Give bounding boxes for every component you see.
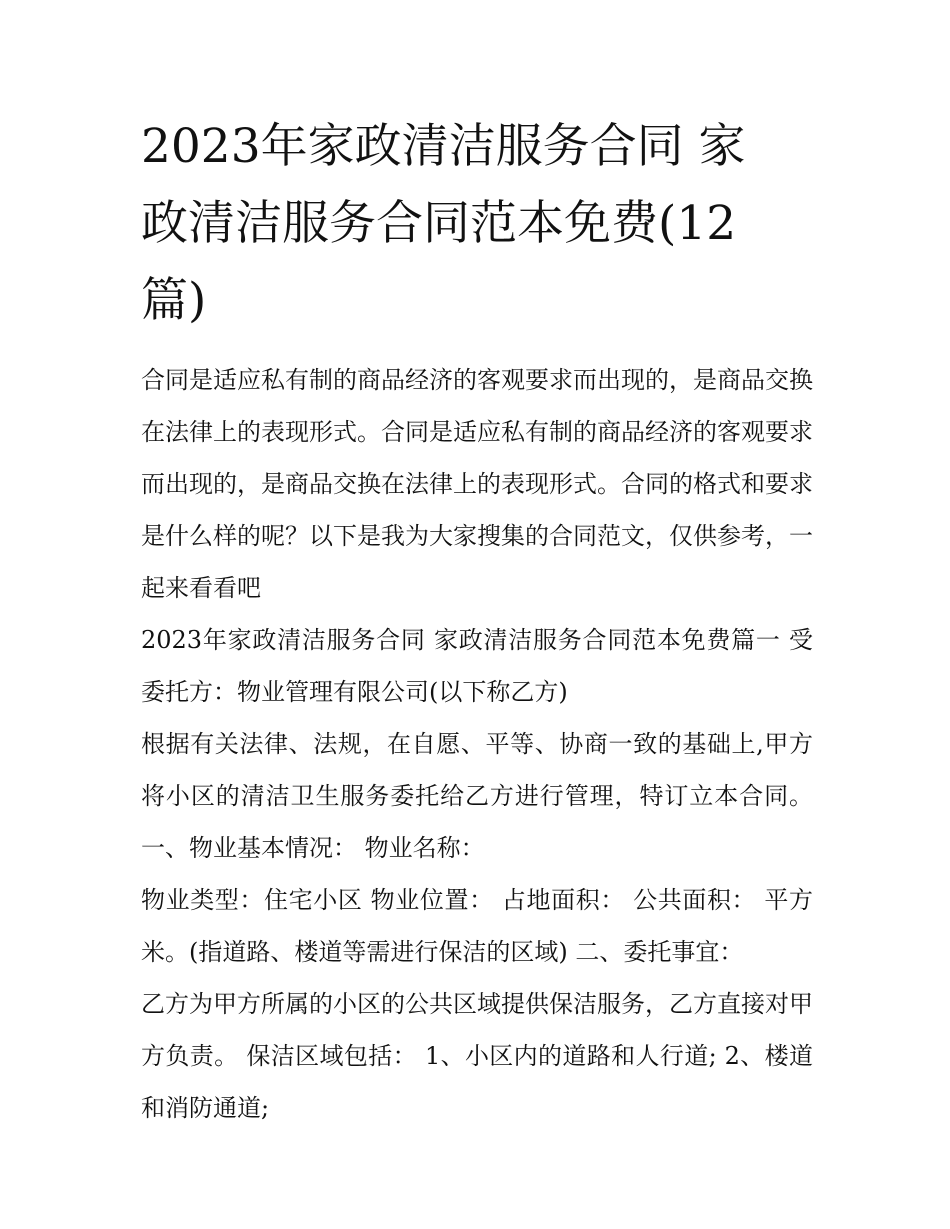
contract-heading-paragraph: 2023年家政清洁服务合同 家政清洁服务合同范本免费篇一 受委托方：物业管理有限公司(以下称乙方) xyxy=(141,626,813,706)
intro-paragraph: 合同是适应私有制的商品经济的客观要求而出现的，是商品交换在法律上的表现形式。合同是适应私有制的商品经济的客观要求而出现的，是商品交换在法律上的表现形式。合同的格式和要求是什么样的呢？以下是我为大家搜集的合同范文，仅供参考，一起来看看吧 xyxy=(141,366,813,602)
document-body xyxy=(141,354,813,1134)
cleaning-scope-paragraph: 乙方为甲方所属的小区的公共区域提供保洁服务，乙方直接对甲方负责。 保洁区域包括： 1、小区内的道路和人行道; 2、楼道和消防通道; xyxy=(141,990,813,1122)
contract-basis-paragraph: 根据有关法律、法规，在自愿、平等、协商一致的基础上,甲方将小区的清洁卫生服务委托给乙方进行管理，特订立本合同。 一、物业基本情况： 物业名称： xyxy=(141,730,813,862)
document-title: 2023年家政清洁服务合同 家政清洁服务合同范本免费(12篇) xyxy=(141,119,746,328)
property-info-paragraph: 物业类型：住宅小区 物业位置： 占地面积： 公共面积： 平方米。(指道路、楼道等需进行保洁的区域) 二、委托事宜： xyxy=(141,886,813,966)
